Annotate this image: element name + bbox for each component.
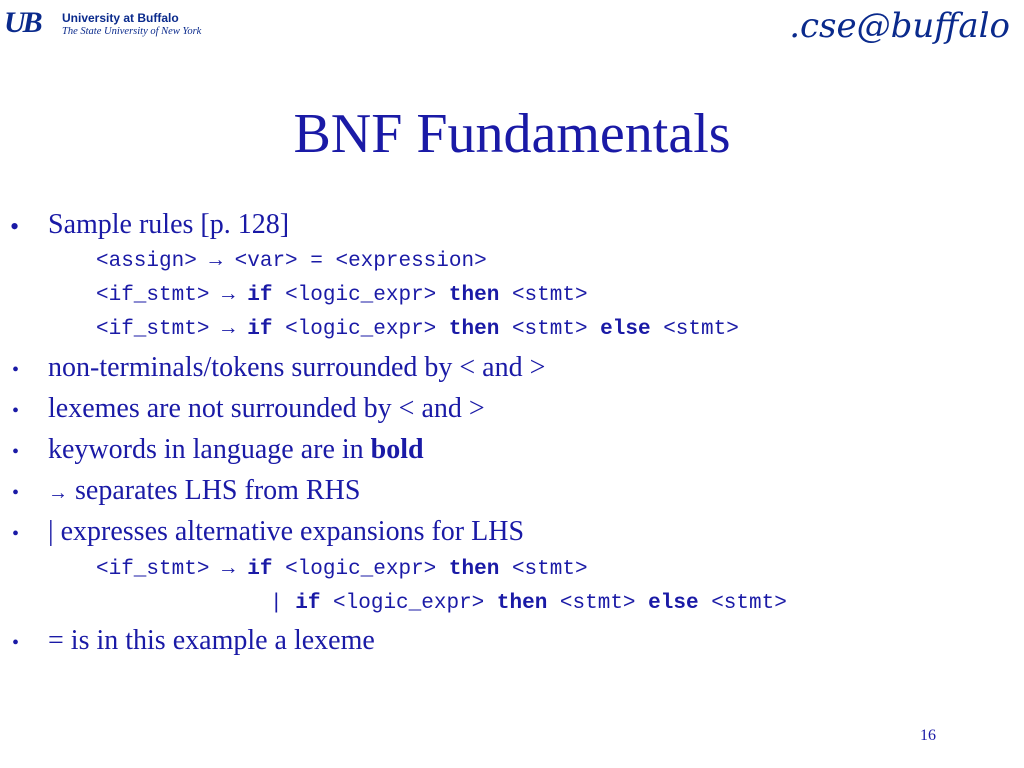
bullet-alternatives: | expresses alternative expansions for LHS — [48, 516, 525, 547]
keyword-if: if — [295, 592, 321, 615]
keyword-if: if — [247, 318, 273, 341]
bullet-dot: • — [12, 400, 20, 422]
keyword-else: else — [648, 592, 699, 615]
bullet-arrow: → separates LHS from RHS — [48, 475, 361, 506]
cse-buffalo-logo: .cse@buffalo — [789, 6, 1010, 46]
rule-if-then: <if_stmt> → if <logic_expr> then <stmt> — [96, 284, 588, 307]
bullet-dot: • — [12, 441, 20, 463]
bullet-equals-lexeme: = is in this example a lexeme — [48, 625, 375, 656]
bullet-non-terminals: non-terminals/tokens surrounded by < and > — [48, 352, 546, 383]
bullet-lexemes: lexemes are not surrounded by < and > — [48, 393, 485, 424]
keyword-then: then — [448, 558, 500, 581]
bullet-dot: • — [12, 632, 20, 654]
bullet-keywords: keywords in language are in bold — [48, 434, 424, 465]
bullet-dot: • — [12, 359, 20, 381]
slide-title: BNF Fundamentals — [293, 103, 731, 165]
ub-name: University at Buffalo — [62, 11, 179, 25]
keyword-else: else — [600, 318, 651, 341]
bullet-dot: • — [10, 212, 20, 241]
keyword-then: then — [496, 592, 548, 615]
ub-mark-logo: UB — [4, 6, 40, 39]
bullet-dot: • — [12, 482, 20, 504]
keyword-then: then — [448, 284, 500, 307]
keyword-if: if — [247, 558, 273, 581]
ub-logo — [4, 6, 204, 42]
page-number: 16 — [920, 727, 936, 744]
ub-subtitle: The State University of New York — [62, 26, 202, 37]
keyword-if: if — [247, 284, 273, 307]
rule-if-then-else: <if_stmt> → if <logic_expr> then <stmt> else <stmt> — [96, 318, 739, 341]
bullet-sample-rules: Sample rules [p. 128] — [48, 209, 290, 240]
rule-alt-if-then-else: | if <logic_expr> then <stmt> else <stmt> — [270, 592, 787, 615]
rule-assign: <assign> → <var> = <expression> — [96, 250, 487, 273]
rule-alt-if-then: <if_stmt> → if <logic_expr> then <stmt> — [96, 558, 588, 581]
keyword-then: then — [448, 318, 500, 341]
bullet-dot: • — [12, 523, 20, 545]
